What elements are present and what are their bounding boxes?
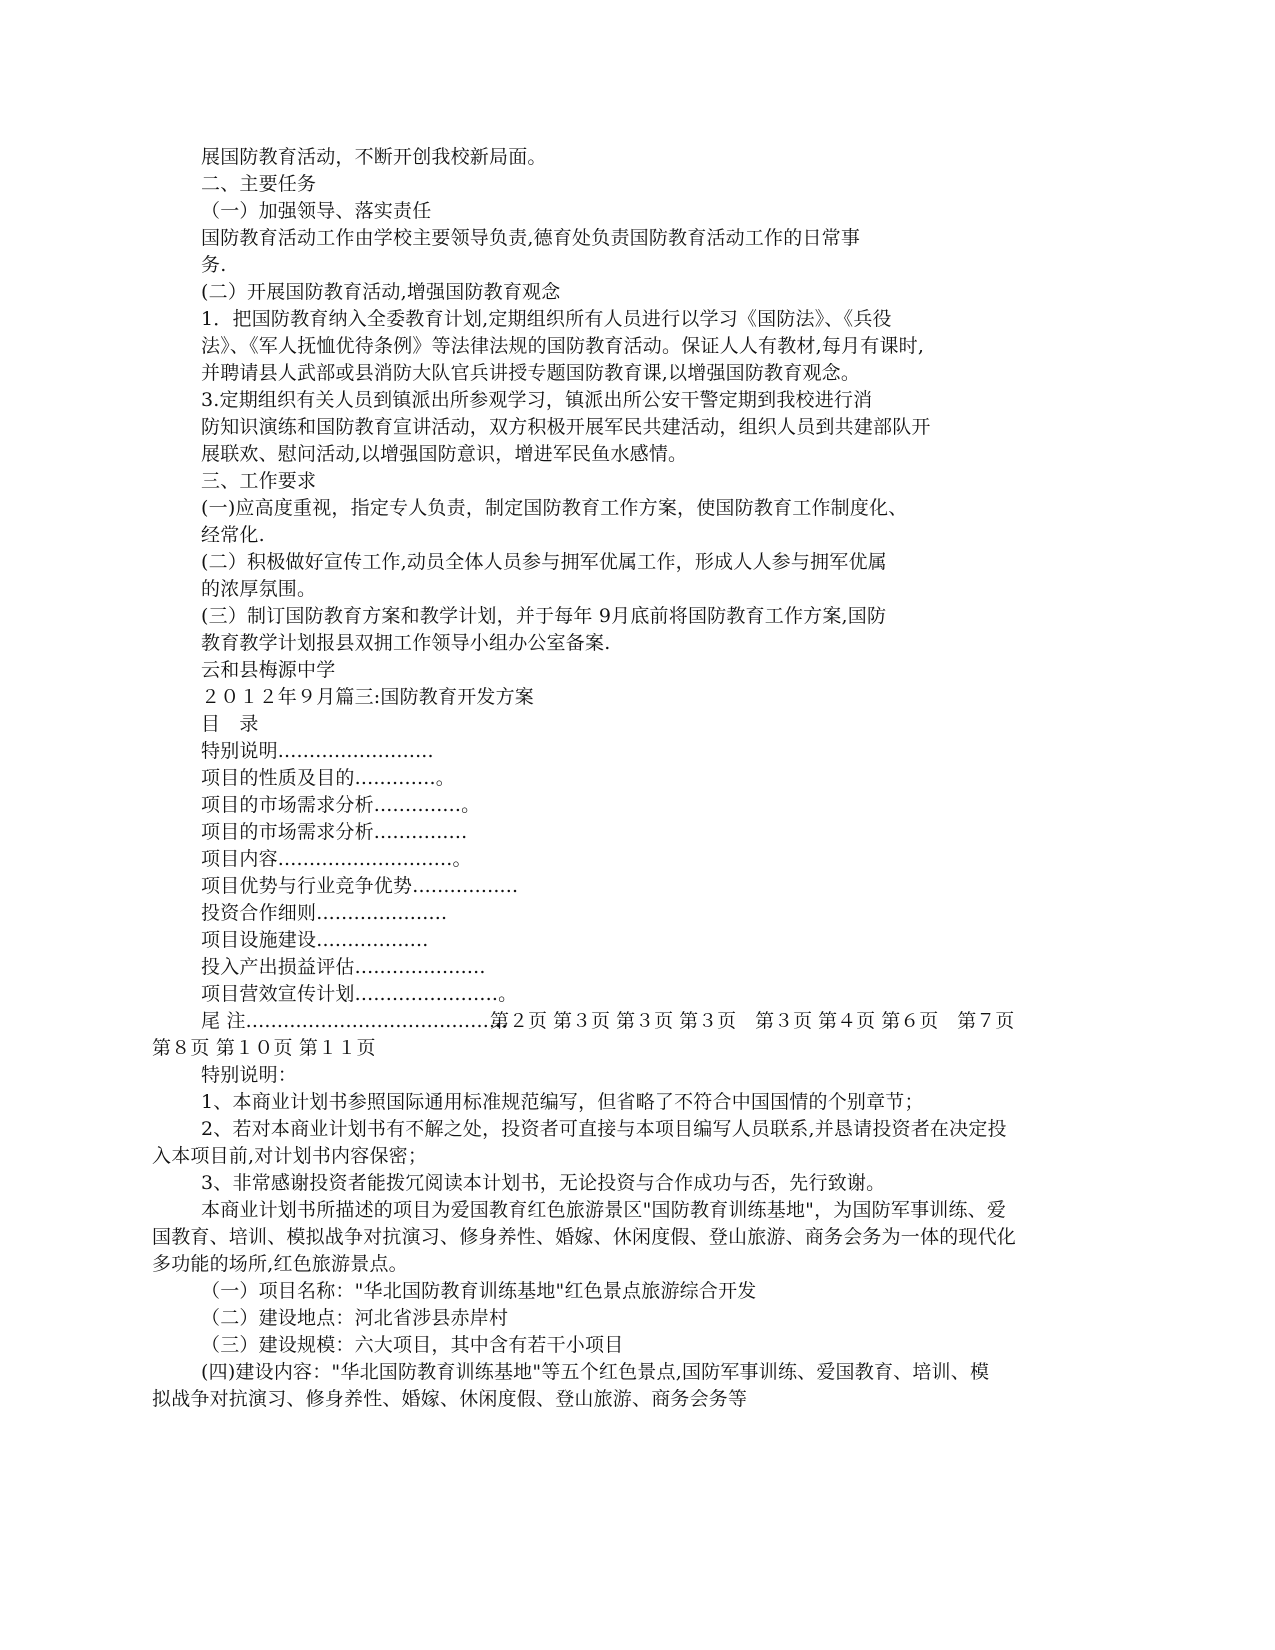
date-and-title: ２０１２年９月篇三:国防教育开发方案 <box>201 686 535 708</box>
section-heading: 特别说明： <box>201 1064 298 1086</box>
toc-entry: 项目的市场需求分析............... <box>201 821 468 843</box>
school-signature: 云和县梅源中学 <box>201 659 336 681</box>
paragraph-line: 防知识演练和国防教育宣讲活动，双方积极开展军民共建活动，组织人员到共建部队开 <box>201 416 931 438</box>
toc-heading: 目 录 <box>201 713 259 735</box>
paragraph-line: 3、非常感谢投资者能拨冗阅读本计划书，无论投资与合作成功与否，先行致谢。 <box>201 1172 886 1194</box>
paragraph-line: 本商业计划书所描述的项目为爱国教育红色旅游景区"国防教育训练基地"，为国防军事训练、爱 <box>201 1199 1007 1221</box>
toc-entry: 项目营效宣传计划.......................。 <box>201 983 518 1005</box>
section-heading: 二、主要任务 <box>201 173 317 195</box>
paragraph-line: (四)建设内容："华北国防教育训练基地"等五个红色景点,国防军事训练、爱国教育、培训、模 <box>201 1361 990 1383</box>
toc-entry: 项目内容............................。 <box>201 848 472 870</box>
toc-entry: 投资合作细则..................... <box>201 902 448 924</box>
subsection-heading: （一）加强领导、落实责任 <box>201 200 432 222</box>
paragraph-line: 1、本商业计划书参照国际通用标准规范编写，但省略了不符合中国国情的个别章节； <box>201 1091 924 1113</box>
paragraph-line: （一）项目名称："华北国防教育训练基地"红色景点旅游综合开发 <box>201 1280 757 1302</box>
paragraph-line: （二）建设地点：河北省涉县赤岸村 <box>201 1307 509 1329</box>
section-heading: 三、工作要求 <box>201 470 317 492</box>
toc-entry: 项目的性质及目的.............。 <box>201 767 455 789</box>
toc-entry: 特别说明......................... <box>201 740 434 762</box>
paragraph-line: 2、若对本商业计划书有不解之处，投资者可直接与本项目编写人员联系,并恳请投资者在决定投 <box>201 1118 1007 1140</box>
paragraph-line: 的浓厚氛围。 <box>201 578 317 600</box>
toc-entry: 项目设施建设.................. <box>201 929 429 951</box>
toc-entry: 项目的市场需求分析..............。 <box>201 794 481 816</box>
paragraph-line: 入本项目前,对计划书内容保密； <box>152 1145 428 1167</box>
paragraph-line: 1．把国防教育纳入全委教育计划,定期组织所有人员进行以学习《国防法》、《兵役 <box>201 308 892 330</box>
toc-entry: 尾 注.......................................... <box>201 1010 508 1032</box>
toc-entry: 投入产出损益评估..................... <box>201 956 486 978</box>
paragraph-line: 并聘请县人武部或县消防大队官兵讲授专题国防教育课,以增强国防教育观念。 <box>201 362 861 384</box>
paragraph-line: 3.定期组织有关人员到镇派出所参观学习，镇派出所公安干警定期到我校进行消 <box>201 389 873 411</box>
paragraph-line: 多功能的场所,红色旅游景点。 <box>152 1253 408 1275</box>
toc-page-numbers: 第８页 第１０页 第１１页 <box>152 1037 376 1059</box>
paragraph-line: (一)应高度重视，指定专人负责，制定国防教育工作方案，使国防教育工作制度化、 <box>201 497 908 519</box>
toc-page-numbers: 第２页 第３页 第３页 第３页 第３页 第４页 第６页 第７页 <box>490 1010 1015 1032</box>
paragraph-line: 务. <box>201 254 227 276</box>
paragraph-line: 展联欢、慰问活动,以增强国防意识，增进军民鱼水感情。 <box>201 443 688 465</box>
paragraph-line: 教育教学计划报县双拥工作领导小组办公室备案. <box>201 632 611 654</box>
toc-entry: 项目优势与行业竞争优势................. <box>201 875 519 897</box>
paragraph-line: 拟战争对抗演习、修身养性、婚嫁、休闲度假、登山旅游、商务会务等 <box>152 1388 748 1410</box>
paragraph-line: 展国防教育活动，不断开创我校新局面。 <box>201 146 547 168</box>
paragraph-line: 经常化. <box>201 524 265 546</box>
paragraph-line: 国防教育活动工作由学校主要领导负责,德育处负责国防教育活动工作的日常事 <box>201 227 861 249</box>
paragraph-line: （三）建设规模：六大项目，其中含有若干小项目 <box>201 1334 624 1356</box>
paragraph-line: 法》、《军人抚恤优待条例》等法律法规的国防教育活动。保证人人有教材,每月有课时, <box>201 335 925 357</box>
paragraph-line: 国教育、培训、模拟战争对抗演习、修身养性、婚嫁、休闲度假、登山旅游、商务会务为一体的现代化 <box>152 1226 1017 1248</box>
subsection-heading: (二）开展国防教育活动,增强国防教育观念 <box>201 281 561 303</box>
paragraph-line: (二）积极做好宣传工作,动员全体人员参与拥军优属工作，形成人人参与拥军优属 <box>201 551 887 573</box>
paragraph-line: (三）制订国防教育方案和教学计划，并于每年 9月底前将国防教育工作方案,国防 <box>201 605 887 627</box>
